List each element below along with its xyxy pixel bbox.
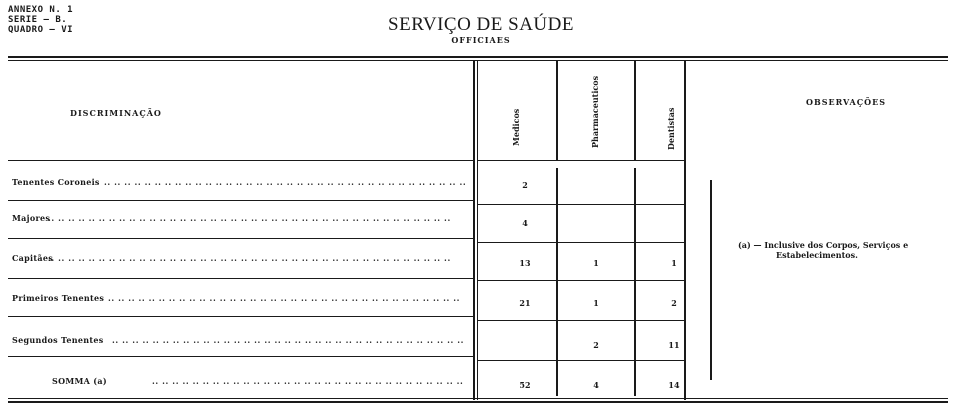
medicos-value: 13 <box>519 258 531 268</box>
row-label: Segundos Tenentes <box>12 335 104 345</box>
row-line-2 <box>8 238 473 239</box>
medicos-value: 4 <box>522 218 528 228</box>
pharma-divider-body <box>556 168 558 396</box>
row-leader-dots: .. .. .. .. .. .. .. .. .. .. .. .. .. .. .. .. .. .. .. .. .. .. .. .. .. .. .. .. .. .. .. .. .. .. .. <box>112 335 465 345</box>
row-label: Tenentes Coroneis <box>12 177 100 187</box>
header-observacoes: OBSERVAÇÕES <box>806 97 886 107</box>
observation-line-2: Estabelecimentos. <box>776 250 858 260</box>
top-rule-thin <box>8 60 948 61</box>
observation-line-1: (a) — Inclusive dos Corpos, Serviços e <box>738 240 909 250</box>
medicos-value: 2 <box>522 180 528 190</box>
annex-series: SERIE — B. <box>8 15 68 25</box>
row-line-num-2 <box>478 242 684 243</box>
row-leader-dots: .. .. .. .. .. .. .. .. .. .. .. .. .. .. .. .. .. .. .. .. .. .. .. .. .. .. .. .. .. .. .. .. .. .. .. .. .. .. .. .. <box>48 213 451 223</box>
bottom-rule-thin <box>8 398 948 399</box>
pharmaceuticos-total: 4 <box>593 380 599 390</box>
header-bottom-rule <box>8 160 473 161</box>
row-label: Majores <box>12 213 51 223</box>
dentistas-value: 1 <box>671 258 677 268</box>
dentist-divider-body <box>634 168 636 396</box>
document-subtitle: OFFICIAES <box>451 35 511 45</box>
header-medicos: Medicos <box>511 108 521 146</box>
column-divider-dentist <box>634 60 636 160</box>
row-line-1 <box>8 200 473 201</box>
row-label: Capitães <box>12 253 54 263</box>
dentistas-value: 11 <box>668 340 680 350</box>
pharmaceuticos-value: 2 <box>593 340 599 350</box>
header-discriminacao: DISCRIMINAÇÃO <box>70 108 162 118</box>
row-label: Primeiros Tenentes <box>12 293 105 303</box>
header-dentistas: Dentistas <box>666 107 676 150</box>
row-leader-dots: .. .. .. .. .. .. .. .. .. .. .. .. .. .. .. .. .. .. .. .. .. .. .. .. .. .. .. .. .. .. .. .. .. .. .. <box>108 293 461 303</box>
observation-note <box>738 240 908 260</box>
row-leader-dots: .. .. .. .. .. .. .. .. .. .. .. .. .. .. .. .. .. .. .. .. .. .. .. .. .. .. .. .. .. .. .. .. .. .. .. .. .. .. .. .. <box>48 253 451 263</box>
annex-number: ANNEXO N. 1 <box>8 5 74 15</box>
pharmaceuticos-value: 1 <box>593 298 599 308</box>
row-line-5 <box>8 356 473 357</box>
row-line-num-1 <box>478 204 684 205</box>
header-pharmaceuticos: Pharmaceuticos <box>590 75 600 148</box>
column-divider-left <box>473 60 475 400</box>
annex-table: QUADRO — VI <box>8 25 74 35</box>
dentistas-value: 2 <box>671 298 677 308</box>
dentistas-total: 14 <box>668 380 680 390</box>
column-divider-left-inner <box>477 60 478 400</box>
pharmaceuticos-value: 1 <box>593 258 599 268</box>
column-divider-pharma <box>556 60 558 160</box>
medicos-value: 21 <box>519 298 531 308</box>
row-line-3 <box>8 278 473 279</box>
row-leader-dots: .. .. .. .. .. .. .. .. .. .. .. .. .. .. .. .. .. .. .. .. .. .. .. .. .. .. .. .. .. .. .. .. .. .. .. .. <box>104 177 467 187</box>
medicos-total: 52 <box>519 380 531 390</box>
observation-brace <box>710 180 712 380</box>
row-line-num-5 <box>478 360 684 361</box>
bottom-rule-thick <box>8 401 948 403</box>
row-line-4 <box>8 316 473 317</box>
top-rule-thick <box>8 56 948 58</box>
header-bottom-rule-numbers <box>478 160 684 161</box>
row-line-num-4 <box>478 320 684 321</box>
document-title: SERVIÇO DE SAÚDE <box>388 14 574 35</box>
total-row-label: SOMMA (a) <box>52 376 107 386</box>
row-line-num-3 <box>478 280 684 281</box>
row-leader-dots: .. .. .. .. .. .. .. .. .. .. .. .. .. .. .. .. .. .. .. .. .. .. .. .. .. .. .. .. .. .. .. <box>152 376 464 386</box>
